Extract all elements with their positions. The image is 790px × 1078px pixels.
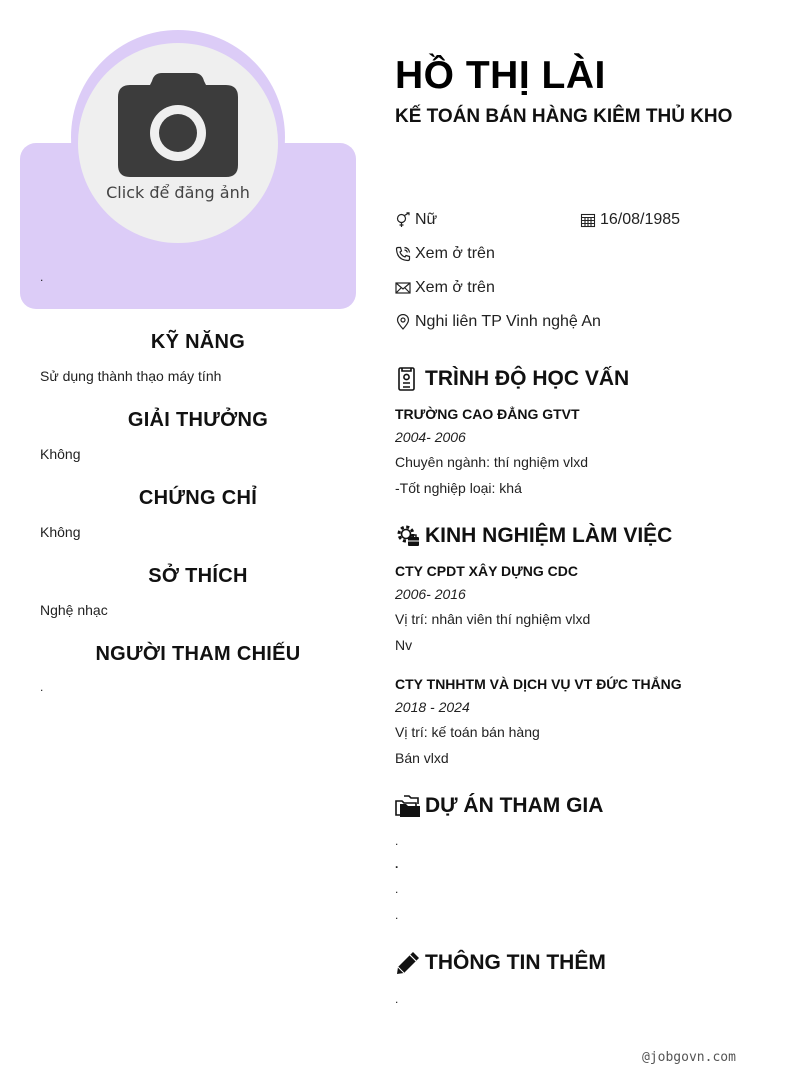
birthday-row [580,211,680,229]
envelope-icon [395,280,411,296]
project-line: . [395,882,399,896]
certificates-section [40,487,356,540]
gender-icon [395,212,411,228]
phone-icon [395,246,411,262]
experience-title: KINH NGHIỆM LÀM VIỆC [425,524,673,547]
certificates-content: Không [40,524,81,540]
education-major: Chuyên ngành: thí nghiệm vlxd [395,454,589,470]
extra-header [395,950,606,976]
email-row [395,279,495,297]
awards-content: Không [40,446,81,462]
address-value: Nghi liên TP Vinh nghệ An [415,313,601,330]
project-line: . [395,834,399,848]
job-position: Vị trí: kế toán bán hàng [395,724,540,740]
phone-value: Xem ở trên [415,245,495,262]
certificate-doc-icon [395,366,421,392]
candidate-name: HỒ THỊ LÀI [395,54,606,97]
birthday-value: 16/08/1985 [600,211,681,228]
email-value: Xem ở trên [415,279,495,296]
skills-section [40,331,356,384]
certificates-title: CHỨNG CHỈ [138,487,258,509]
job-company: CTY CPDT XÂY DỰNG CDC [395,563,579,579]
gender-row [395,211,437,229]
calendar-icon [580,212,596,228]
watermark: @jobgovn.com [642,1050,736,1065]
pencil-icon [395,950,421,976]
hobbies-content: Nghệ nhạc [40,602,108,618]
job-company: CTY TNHHTM VÀ DỊCH VỤ VT ĐỨC THẮNG [395,676,682,692]
photo-upload-label: Click để đăng ảnh [106,183,250,202]
phone-row [395,245,495,263]
job-title: KẾ TOÁN BÁN HÀNG KIÊM THỦ KHO [395,106,733,127]
education-header [395,366,629,392]
hobbies-section [40,565,356,618]
education-period: 2004- 2006 [395,429,466,445]
gender-value: Nữ [415,211,438,228]
address-row [395,313,601,331]
extra-title: THÔNG TIN THÊM [425,951,606,974]
hobbies-title: SỞ THÍCH [148,565,248,587]
extra-content: . [395,992,399,1006]
education-school: TRƯỜNG CAO ĐẲNG GTVT [395,406,580,422]
projects-header [395,793,603,819]
project-line: . [395,908,399,922]
job-period: 2006- 2016 [395,586,466,602]
awards-title: GIẢI THƯỞNG [127,409,269,431]
camera-icon [118,73,238,177]
references-section [40,643,356,694]
skills-title: KỸ NĂNG [150,331,246,353]
references-content: . [40,680,44,694]
experience-header [395,523,672,549]
photo-note: . [40,270,44,284]
location-pin-icon [395,314,411,330]
awards-section [40,409,356,462]
projects-title: DỰ ÁN THAM GIA [425,794,604,817]
photo-upload-button[interactable] [78,43,278,243]
references-title: NGƯỜI THAM CHIẾU [95,643,301,665]
job-position: Vị trí: nhân viên thí nghiệm vlxd [395,611,591,627]
project-line: . [395,857,399,871]
job-description: Nv [395,637,413,653]
job-period: 2018 - 2024 [395,699,470,715]
gear-briefcase-icon [395,523,421,549]
skills-content: Sử dụng thành thạo máy tính [40,368,222,384]
education-grade: -Tốt nghiệp loại: khá [395,480,522,496]
education-title: TRÌNH ĐỘ HỌC VẤN [425,367,630,390]
folders-icon [395,793,421,819]
job-description: Bán vlxd [395,750,449,766]
